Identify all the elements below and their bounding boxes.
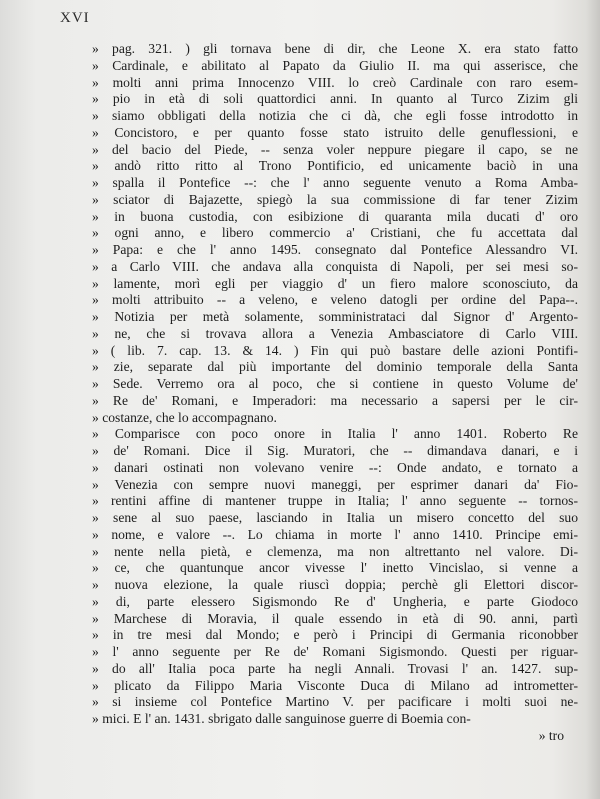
text-line: » Papa: e che l' anno 1495. consegnato dal Pontefice Alessandro VI. [92, 242, 578, 257]
text-line: » rentini affine di mantener truppe in Italia; l' anno seguente -- tornos- [92, 493, 578, 509]
text-line: » zie, separate dal più importante del dominio temporale della Santa [92, 359, 578, 375]
catchword: » tro [538, 727, 564, 743]
text-line: » pio in età di soli quattordici anni. In quanto al Turco Zizim gli [92, 91, 578, 107]
text-line: » Notizia per metà solamente, somministrataci dal Signor d' Argento- [92, 309, 578, 324]
text-line: » ce, che quantunque ancor vivesse l' inetto Vincislao, si venne a [92, 560, 578, 576]
text-line: » Cardinale, e abilitato al Papato da Giulio II. ma qui asserisce, che [92, 57, 578, 73]
text-line: » do all' Italia poca parte ha negli Annali. Trovasi l' an. 1427. sup- [92, 660, 578, 676]
text-line: » plicato da Filippo Maria Visconte Duca di Milano ad intrometter- [92, 677, 578, 693]
text-line: » sciator di Bajazette, spiegò la sua commissione di far tener Zizim [92, 191, 578, 207]
text-line: » nome, e valore --. Lo chiama in morte l' anno 1410. Principe emi- [92, 526, 578, 542]
text-line: » di, parte elessero Sigismondo Re d' Ungheria, e parte Giodoco [92, 593, 578, 609]
body-text [92, 41, 578, 745]
text-line: » Marchese di Moravia, il quale essendo in età di 90. anni, partì [92, 610, 578, 626]
text-line: » de' Romani. Dice il Sig. Muratori, che -- dimandava danari, e i [92, 443, 578, 458]
text-line: » costanze, che lo accompagnano. [92, 409, 277, 425]
text-line: » spalla il Pontefice --: che l' anno seguente venuto a Roma Amba- [92, 175, 578, 190]
text-line: » a Carlo VIII. che andava alla conquista di Napoli, per sei mesi so- [92, 258, 578, 274]
text-line: » siamo obbligati della notizia che ci dà, che egli fosse introdotto in [92, 108, 578, 123]
text-line: » ( lib. 7. cap. 13. & 14. ) Fin qui può bastare delle azioni Pontifi- [92, 342, 578, 358]
page-edge-shadow [586, 0, 600, 799]
text-line: » in buona custodia, con esibizione di quaranta mila ducati d' oro [92, 208, 578, 224]
text-line: » nuova elezione, la quale riuscì doppia; perchè gli Elettori discor- [92, 577, 578, 592]
text-line: » danari ostinati non volevano venire --: Onde andato, e tornato a [92, 459, 578, 475]
text-line: » pag. 321. ) gli tornava bene di dir, che Leone X. era stato fatto [92, 41, 578, 56]
text-line: » ne, che si trovava allora a Venezia Ambasciatore di Carlo VIII. [92, 325, 578, 341]
text-line: » l' anno seguente per Re de' Romani Sigismondo. Questi per riguar- [92, 644, 578, 659]
text-line: » Comparisce con poco onore in Italia l' anno 1401. Roberto Re [92, 426, 578, 442]
text-line: » andò ritto ritto al Trono Pontificio, ed unicamente baciò in una [92, 158, 578, 174]
text-line: » Venezia con sempre nuovi maneggi, per esprimer danari da' Fio- [92, 476, 578, 492]
text-line: » del bacio del Piede, -- senza voler neppure piegare il capo, se ne [92, 141, 578, 157]
text-line: » molti anni prima Innocenzo VIII. lo creò Cardinale con raro esem- [92, 74, 578, 90]
text-line: » ogni anno, e libero commercio a' Cristiani, che fu accettata dal [92, 225, 578, 241]
text-line: » lamente, morì egli per viaggio d' un fiero malore sconosciuto, da [92, 275, 578, 291]
text-line: » molti attribuito -- a veleno, e veleno datogli per ordine del Papa--. [92, 292, 578, 308]
text-line: » Sede. Verremo ora al poco, che si contiene in questo Volume de' [92, 376, 578, 391]
text-line: » nente nella pietà, e clemenza, ma non altrettanto nel valore. Di- [92, 543, 578, 559]
text-line: » sene al suo paese, lasciando in Italia un misero concetto del suo [92, 510, 578, 525]
text-line: » Concistoro, e per quanto fosse stato istruito delle genuflessioni, e [92, 124, 578, 140]
text-line: » in tre mesi dal Mondo; e però i Principi di Germania riconobber [92, 627, 578, 643]
page-number: XVI [60, 10, 90, 26]
text-line: » si insieme col Pontefice Martino V. per pacificare i molti suoi ne- [92, 694, 578, 710]
text-line: » Re de' Romani, e Imperadori: ma necessario a sapersi per le cir- [92, 392, 578, 408]
text-line: » mici. E l' an. 1431. sbrigato dalle sanguinose guerre di Boemia con- [92, 711, 471, 726]
